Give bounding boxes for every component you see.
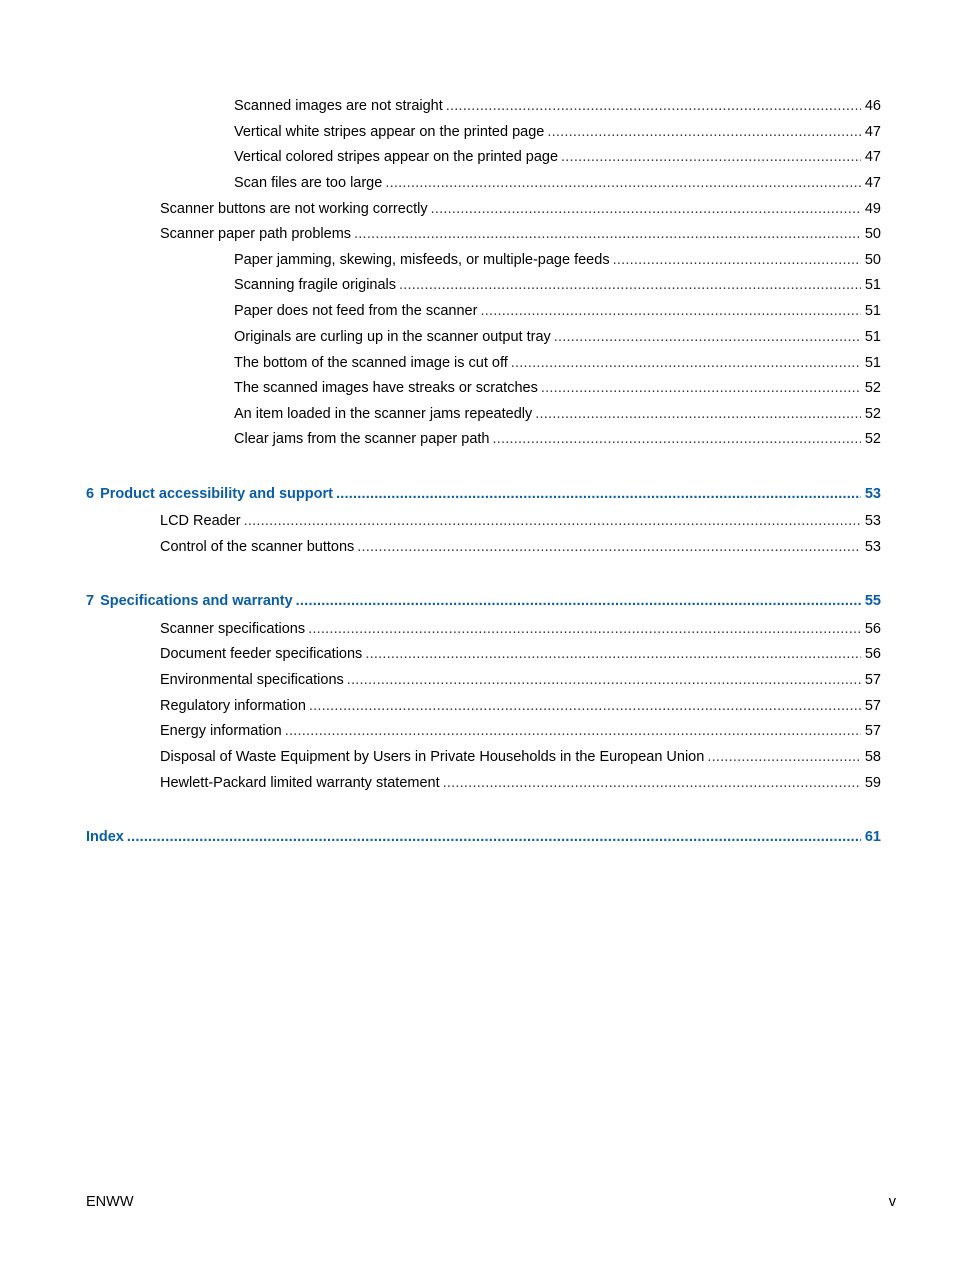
toc-entry-title: Clear jams from the scanner paper path [234, 431, 490, 447]
toc-entry[interactable] [160, 696, 881, 716]
toc-entry[interactable] [234, 301, 881, 321]
toc-entry-title: Environmental specifications [160, 672, 344, 688]
toc-entry-page: 57 [864, 723, 881, 739]
index-title: Index [86, 829, 124, 845]
dot-leader [493, 429, 861, 449]
toc-entry-title: Originals are curling up in the scanner output tray [234, 329, 551, 345]
dot-leader [541, 378, 861, 398]
dot-leader [385, 173, 861, 193]
dot-leader [365, 644, 861, 664]
toc-entry-page: 52 [864, 431, 881, 447]
toc-index[interactable] [86, 827, 881, 847]
toc-entry-page: 51 [864, 355, 881, 371]
toc-entry-title: LCD Reader [160, 513, 241, 529]
dot-leader [336, 484, 861, 504]
dot-leader [547, 122, 861, 142]
chapter-number: 6 [86, 486, 95, 502]
toc-entry-page: 51 [864, 303, 881, 319]
toc-entry-page: 56 [864, 646, 881, 662]
toc-entry-page: 52 [864, 406, 881, 422]
toc-entry-title: Scanner paper path problems [160, 226, 352, 242]
toc-entry[interactable] [234, 250, 881, 270]
toc-entry-title: Scan files are too large [234, 175, 383, 191]
dot-leader [511, 353, 861, 373]
dot-leader [443, 773, 861, 793]
dot-leader [707, 747, 861, 767]
dot-leader [554, 327, 861, 347]
toc-entry-title: An item loaded in the scanner jams repeatedly [234, 406, 533, 422]
toc-entry-page: 47 [864, 149, 881, 165]
dot-leader [308, 619, 861, 639]
dot-leader [399, 275, 861, 295]
footer-left-label: ENWW [86, 1194, 134, 1210]
toc-entry-title: The scanned images have streaks or scratches [234, 380, 538, 396]
toc-entry-title: The bottom of the scanned image is cut off [234, 355, 508, 371]
dot-leader [431, 199, 861, 219]
toc-entry-title: Vertical colored stripes appear on the printed page [234, 149, 559, 165]
dot-leader [296, 591, 861, 611]
toc-entry-page: 53 [864, 513, 881, 529]
toc-entry[interactable] [234, 404, 881, 424]
dot-leader [309, 696, 861, 716]
toc-entry[interactable] [160, 537, 881, 557]
toc-entry-title: Control of the scanner buttons [160, 539, 355, 555]
toc-entry-page: 47 [864, 124, 881, 140]
dot-leader [357, 537, 861, 557]
toc-entry-title: Scanning fragile originals [234, 277, 397, 293]
toc-chapter-7[interactable] [86, 591, 881, 611]
toc-chapter-6[interactable] [86, 484, 881, 504]
toc-entry-page: 50 [864, 252, 881, 268]
chapter-page: 55 [864, 593, 881, 609]
toc-entry[interactable] [234, 122, 881, 142]
toc-entry-page: 59 [864, 775, 881, 791]
dot-leader [354, 224, 861, 244]
dot-leader [480, 301, 860, 321]
toc-entry[interactable] [160, 644, 881, 664]
toc-entry[interactable] [160, 721, 881, 741]
toc-entry[interactable] [160, 670, 881, 690]
toc-entry-page: 52 [864, 380, 881, 396]
toc-entry-page: 53 [864, 539, 881, 555]
toc-entry[interactable] [234, 96, 881, 116]
dot-leader [347, 670, 861, 690]
dot-leader [561, 147, 861, 167]
toc-entry[interactable] [234, 173, 881, 193]
footer-page-number: v [888, 1194, 896, 1210]
toc-entry[interactable] [160, 199, 881, 219]
toc-entry[interactable] [160, 747, 881, 767]
toc-entry-page: 51 [864, 329, 881, 345]
toc-entry-page: 51 [864, 277, 881, 293]
toc-entry-page: 58 [864, 749, 881, 765]
toc-entry-page: 46 [864, 98, 881, 114]
dot-leader [244, 511, 861, 531]
chapter-page: 53 [864, 486, 881, 502]
toc-entry-page: 57 [864, 672, 881, 688]
dot-leader [446, 96, 861, 116]
toc-entry-title: Hewlett-Packard limited warranty statement [160, 775, 440, 791]
toc-entry-title: Scanner specifications [160, 621, 306, 637]
toc-entry[interactable] [160, 224, 881, 244]
toc-entry-title: Vertical white stripes appear on the printed page [234, 124, 545, 140]
toc-entry-page: 50 [864, 226, 881, 242]
dot-leader [285, 721, 861, 741]
toc-entry[interactable] [160, 773, 881, 793]
toc-entry-page: 49 [864, 201, 881, 217]
chapter-title: Specifications and warranty [100, 593, 293, 609]
toc-entry-page: 57 [864, 698, 881, 714]
index-page: 61 [864, 829, 881, 845]
toc-entry[interactable] [234, 353, 881, 373]
dot-leader [613, 250, 861, 270]
toc-entry[interactable] [160, 619, 881, 639]
toc-entry-title: Document feeder specifications [160, 646, 363, 662]
toc-entry-title: Scanner buttons are not working correctly [160, 201, 428, 217]
toc-entry-title: Disposal of Waste Equipment by Users in Private Households in the European Union [160, 749, 705, 765]
toc-entry-page: 56 [864, 621, 881, 637]
toc-entry[interactable] [234, 275, 881, 295]
toc-entry-title: Scanned images are not straight [234, 98, 443, 114]
toc-entry[interactable] [234, 378, 881, 398]
toc-entry[interactable] [234, 147, 881, 167]
toc-entry-title: Energy information [160, 723, 282, 739]
dot-leader [535, 404, 861, 424]
toc-entry-title: Regulatory information [160, 698, 306, 714]
toc-entry[interactable] [234, 327, 881, 347]
toc-entry-page: 47 [864, 175, 881, 191]
chapter-number: 7 [86, 593, 95, 609]
chapter-title: Product accessibility and support [100, 486, 333, 502]
toc-entry[interactable] [160, 511, 881, 531]
toc-entry[interactable] [234, 429, 881, 449]
toc-entry-title: Paper jamming, skewing, misfeeds, or multiple-page feeds [234, 252, 610, 268]
dot-leader [127, 827, 861, 847]
toc-entry-title: Paper does not feed from the scanner [234, 303, 478, 319]
